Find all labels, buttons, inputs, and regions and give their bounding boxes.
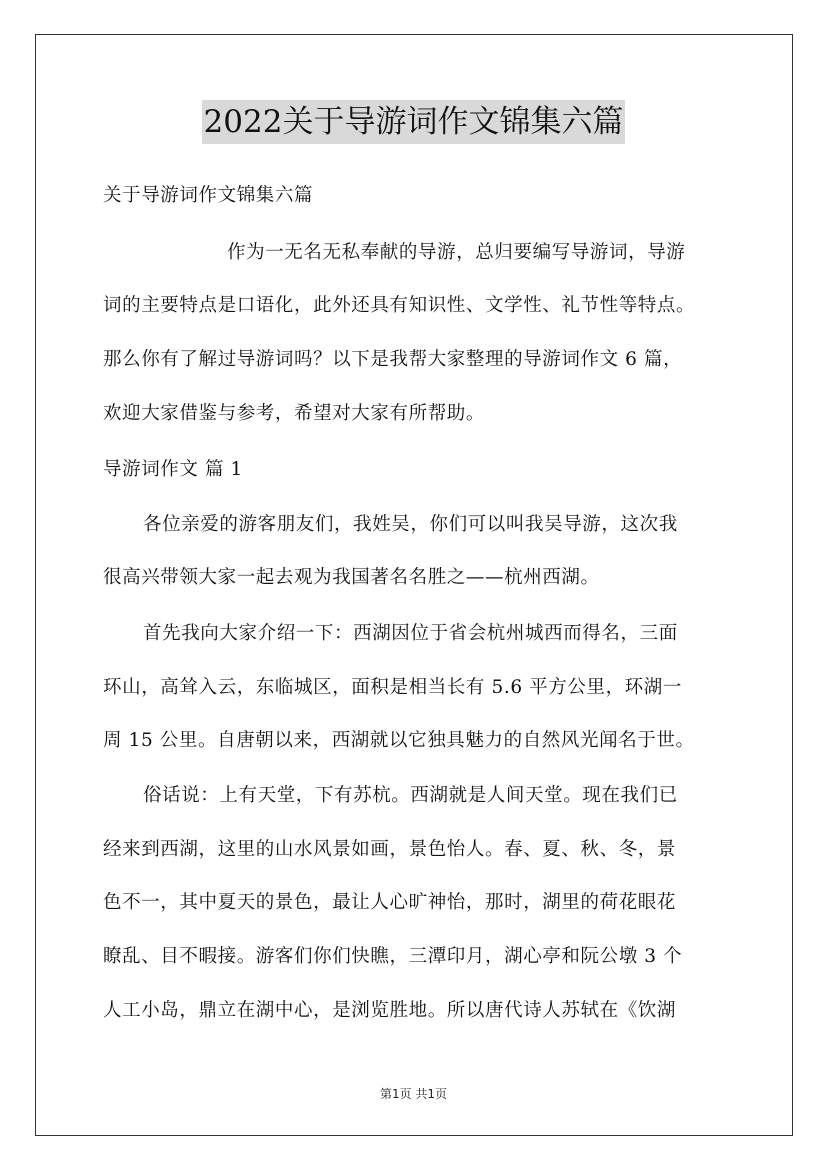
title-container [0,100,827,144]
paragraph-line: 各位亲爱的游客朋友们，我姓吴，你们可以叫我吴导游，这次我 [143,514,678,535]
intro-line: 词的主要特点是口语化，此外还具有知识性、文学性、礼节性等特点。 [103,295,696,316]
paragraph-line: 经来到西湖，这里的山水风景如画，景色怡人。春、夏、秋、冬，景 [103,839,677,860]
section-heading: 导游词作文 篇 1 [103,459,243,480]
intro-line: 欢迎大家借鉴与参考，希望对大家有所帮助。 [103,403,486,424]
paragraph-line: 瞭乱、目不暇接。游客们你们快瞧，三潭印月，湖心亭和阮公墩 3 个 [103,946,683,967]
page-number-footer: 第1页 共1页 [379,1087,448,1101]
intro-line: 作为一无名无私奉献的导游，总归要编写导游词，导游 [227,242,686,263]
paragraph-line: 色不一，其中夏天的景色，最让人心旷神怡，那时，湖里的荷花眼花 [103,892,677,913]
document-title: 2022关于导游词作文锦集六篇 [202,100,626,144]
paragraph-line: 周 15 公里。自唐朝以来，西湖就以它独具魅力的自然风光闻名于世。 [103,730,695,751]
subtitle: 关于导游词作文锦集六篇 [103,185,314,206]
paragraph-line: 首先我向大家介绍一下：西湖因位于省会杭州城西而得名，三面 [143,623,678,644]
paragraph-line: 很高兴带领大家一起去观为我国著名名胜之——杭州西湖。 [103,567,600,588]
intro-line: 那么你有了解过导游词吗？以下是我帮大家整理的导游词作文 6 篇， [103,349,683,370]
paragraph-line: 俗话说：上有天堂，下有苏杭。西湖就是人间天堂。现在我们已 [143,785,678,806]
paragraph-line: 人工小岛，鼎立在湖中心，是浏览胜地。所以唐代诗人苏轼在《饮湖 [103,1000,677,1021]
paragraph-line: 环山，高耸入云，东临城区，面积是相当长有 5.6 平方公里，环湖一 [103,677,682,698]
